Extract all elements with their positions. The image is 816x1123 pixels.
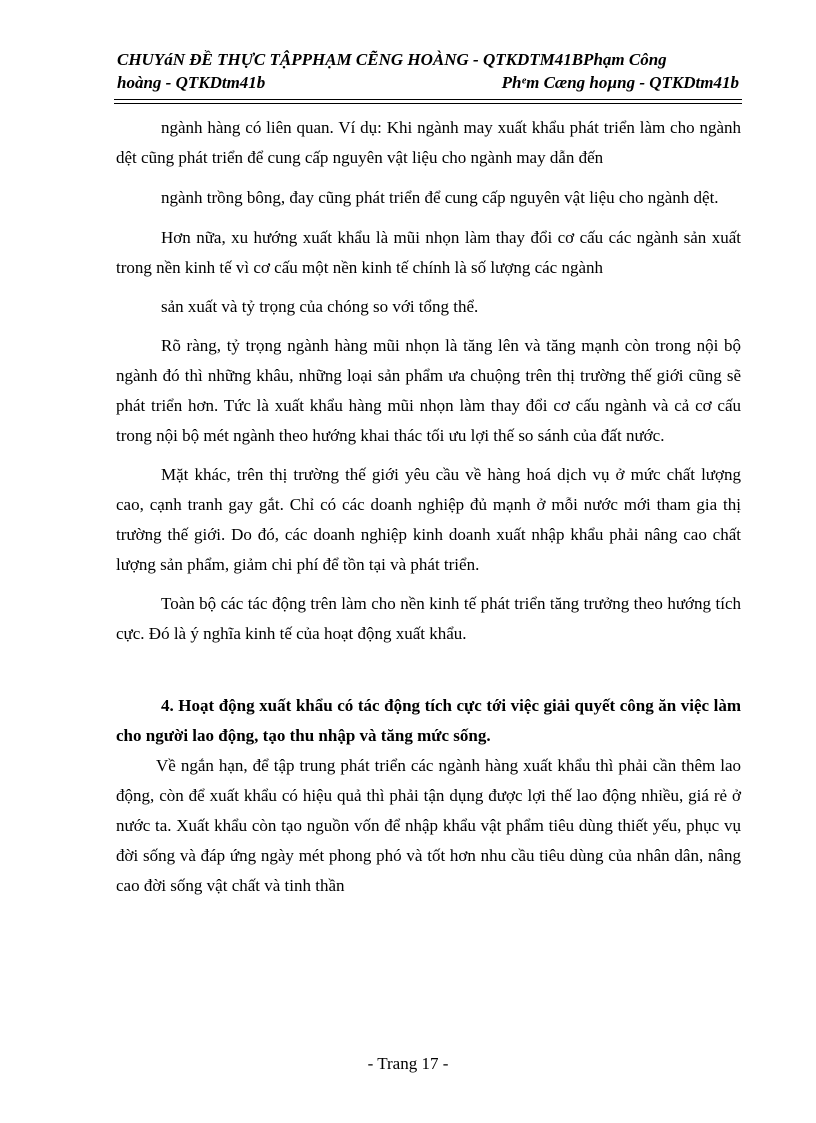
paragraph-3: Hơn nữa, xu hướng xuất khẩu là mũi nhọn làm thay đổi cơ cấu các ngành sản xuất trong nền kinh tế vì cơ cấu một nền kinh tế chính là số lượng các ngành <box>116 228 741 277</box>
page-number: - Trang 17 - <box>367 1054 449 1073</box>
header-rule-top <box>114 99 742 100</box>
header-line-1-text: CHUYáN ĐỀ THỰC TẬPPHẠM CẼNG HOÀNG - QTKDTM41BPhạm Công <box>117 50 667 69</box>
paragraph-5: Rõ ràng, tỷ trọng ngành hàng mũi nhọn là tăng lên và tăng mạnh còn trong nội bộ ngành đó thì những khâu, những loại sản phẩm ưa chuộng trên thị trường thế giới cũng sẽ phát triển hơn. Tức là xuất khẩu hàng mũi nhọn làm thay đổi cơ cấu ngành và cả cơ cấu trong nội bộ mét ngành theo hướng khai thác tối ưu lợi thế so sánh của đất nước. <box>116 336 741 445</box>
section-heading-4: 4. Hoạt động xuất khẩu có tác động tích cực tới việc giải quyết công ăn việc làm cho người lao động, tạo thu nhập và tăng mức sống. <box>116 696 741 745</box>
header-line-1 <box>117 48 739 71</box>
paragraph-2: ngành trồng bông, đay cũng phát triển để cung cấp nguyên vật liệu cho ngành dệt. <box>161 188 719 207</box>
header-line-2-right: Phᵉm Cæng hoµng - QTKDtm41b <box>501 73 739 92</box>
header-line-2 <box>117 71 739 94</box>
header-rule-bottom <box>114 103 742 104</box>
running-header <box>117 48 739 94</box>
paragraph-4: sản xuất và tỷ trọng của chóng so với tổng thể. <box>161 297 479 316</box>
header-line-2-left: hoàng - QTKDtm41b <box>117 73 266 92</box>
paragraph-7: Toàn bộ các tác động trên làm cho nền kinh tế phát triển tăng trưởng theo hướng tích cực. Đó là ý nghĩa kinh tế của hoạt động xuất khẩu. <box>116 594 741 643</box>
paragraph-6: Mặt khác, trên thị trường thế giới yêu cầu về hàng hoá dịch vụ ở mức chất lượng cao, cạnh tranh gay gắt. Chỉ có các doanh nghiệp đủ mạnh ở mỗi nước mới tham gia thị trường thế giới. Do đó, các doanh nghiệp kinh doanh xuất nhập khẩu phải nâng cao chất lượng sản phẩm, giảm chi phí để tồn tại và phát triển. <box>116 465 741 574</box>
paragraph-1: ngành hàng có liên quan. Ví dụ: Khi ngành may xuất khẩu phát triển làm cho ngành dệt cũng phát triển để cung cấp nguyên vật liệu cho ngành may dẫn đến <box>116 118 741 167</box>
body-text <box>116 113 741 901</box>
paragraph-8: Về ngắn hạn, để tập trung phát triển các ngành hàng xuất khẩu thì phải cần thêm lao động, còn để xuất khẩu có hiệu quả thì phải tận dụng được lợi thế lao động nhiều, giá rẻ ở nước ta. Xuất khẩu còn tạo nguồn vốn để nhập khẩu vật phẩm tiêu dùng thiết yếu, phục vụ đời sống và đáp ứng ngày mét phong phó và tốt hơn nhu cầu tiêu dùng của nhân dân, nâng cao đời sống vật chất và tinh thần <box>116 756 741 895</box>
